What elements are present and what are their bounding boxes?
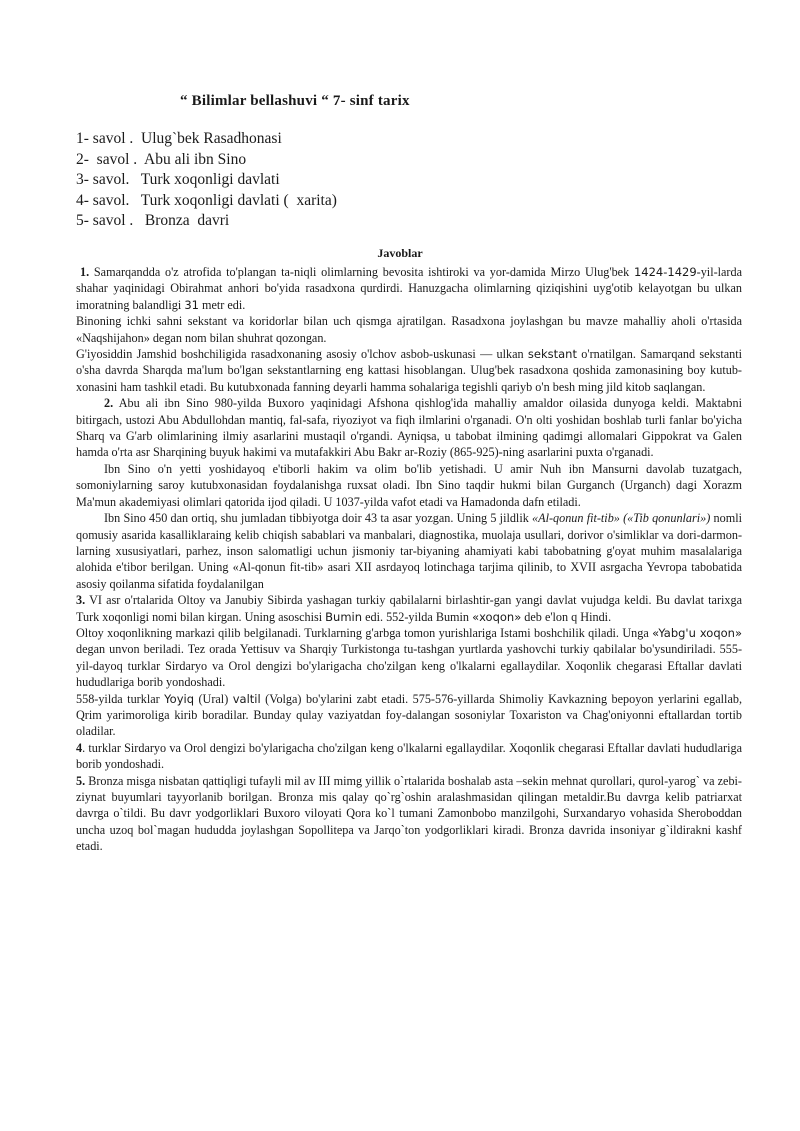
- answer-text: Abu ali ibn Sino 980-yilda Buxoro yaqinidagi Afshona qishlog'ida mahalliy amaldor oilasida dunyoga keldi. Maktabni bitirgach, ustozi Abu Abdullohdan mantiq, fal-safa, riyoziyot va fiqh ilmlarini o'rganadi. O'n olti yoshidan boshlab turli fanlar bo'yicha Sharq va G'arb olimlarining ilmiy asarlarini mustaqil o'rgandi. Ayniqsa, u tabobat ilmining qadimgi allomalari Gippokrat va Galen hamda o'rta asr Sharqining buyuk hakimi va mutafakkiri Abu Bakr ar-Roziy (865-925)-ning asarlarini puxta o'rganadi.: [76, 396, 742, 460]
- answer-text: edi. 552-yilda Bumin: [362, 609, 473, 624]
- answer-text: Samarqandda o'z atrofida to'plangan ta-niqli olimlarning bevosita ishtiroki va yor-damida Mirzo Ulug'bek: [89, 265, 634, 279]
- answer-2-paragraph-2: Ibn Sino o'n yetti yoshidayoq e'tiborli hakim va olim bo'lib yetishadi. U amir Nuh ibn Mansurni davolab tuzatgach, somoniylarning saroy kutubxonasidan foydalanishga ruxsat oladi. Ibn Sino taqdir hukmi bilan Gurganch (Urganch) dagi Xorazm Ma'mun akademiyasi olimlari qatorida ijod qiladi. U 1037-yilda vafot etadi va Hamadonda dafn etiladi.: [76, 461, 742, 509]
- book-title: «Al-qonun fit-tib» («Tib qonunlari»): [532, 511, 711, 526]
- answer-text: o'rnatilgan. Samarqand sekstanti o'sha davrda Sharqda ma'lum bo'lgan sekstantlarning eng kattasi hisoblangan. Ulug'bek rasadxona qoshida zamonasining boy kutub-xonasini ham tashkil etadi. Bu kutubxonada fanning deyarli hamma sohalariga tegishli qariyb o'n besh ming jild kitob saqlangan.: [76, 347, 742, 394]
- answer-number: 1.: [80, 265, 90, 279]
- answer-1-paragraph-1: [76, 264, 742, 313]
- answer-height: 31: [184, 297, 199, 312]
- answer-years: 1424-1429: [633, 265, 697, 279]
- answer-4-paragraph-1: [76, 740, 742, 773]
- answer-term: Yoyiq: [164, 691, 194, 706]
- answer-3-paragraph-3: [76, 691, 742, 740]
- answers-heading: Javoblar: [377, 246, 423, 260]
- answer-term: sekstant: [527, 347, 577, 362]
- answer-term: valtil: [232, 691, 261, 706]
- answer-term: Bumin: [325, 609, 363, 624]
- questions-list: [76, 129, 337, 232]
- answer-text: . turklar Sirdaryo va Orol dengizi bo'ylarigacha cho'zilgan keng o'lkalarni egallaydilar. Xoqonlik chegarasi Eftallar davlati hududlariga borib yondoshadi.: [76, 740, 742, 772]
- answer-2-paragraph-3: [76, 510, 742, 592]
- question-item: 4- savol. Turk xoqonligi davlati ( xarita): [76, 191, 337, 209]
- question-item: 3- savol. Turk xoqonligi davlati: [76, 171, 280, 188]
- answer-text: metr edi.: [198, 297, 246, 312]
- document-title: “ Bilimlar bellashuvi “ 7- sinf tarix: [180, 93, 410, 109]
- answer-term: «xoqon»: [472, 609, 522, 624]
- answer-text: VI asr o'rtalarida Oltoy va Janubiy Sibirda yashagan turkiy qabilalarni birlashtir-gan yangi davlat vujudga keldi. Bu davlat tarixga Turk xoqonligi nomi bilan kirgan. Uning asoschisi: [76, 593, 742, 624]
- answer-text: (Ural): [194, 691, 233, 706]
- answer-1-paragraph-3: [76, 346, 742, 395]
- answer-number: 5.: [76, 773, 86, 788]
- question-item: 1- savol . Ulug`bek Rasadhonasi: [76, 130, 282, 147]
- answer-3-paragraph-1: [76, 592, 742, 625]
- answer-term: «Yabg'u xoqon»: [652, 625, 742, 640]
- answer-5-paragraph-1: [76, 773, 742, 855]
- question-item: 2- savol . Abu ali ibn Sino: [76, 150, 247, 168]
- answer-1-paragraph-2: Binoning ichki sahni sekstant va koridorlar bilan uch qismga ajratilgan. Rasadxona joylashgan bu mavze mahalliy aholi o'rtasida «Naqshijahon» degan nom bilan shuhrat qozongan.: [76, 314, 742, 345]
- answer-text: 558-yilda turklar: [76, 691, 165, 706]
- answer-number: 4: [76, 740, 83, 755]
- question-item: 5- savol . Bronza davri: [76, 212, 230, 229]
- answer-number: 3.: [76, 593, 86, 608]
- answer-text: deb e'lon q Hindi.: [521, 609, 612, 624]
- answers-body: [76, 264, 742, 855]
- answer-3-paragraph-2: [76, 625, 742, 691]
- answer-text: -yil-larda shahar yaqinidagi Obirahmat anhori bo'yida rasadxona qurdirdi. Hanuzgacha olimlarning qiziqishini uyg'otib kelayotgan bu ulkan imoratning balandligi: [76, 265, 742, 312]
- answer-text: G'iyosiddin Jamshid boshchiligida rasadxonaning asosiy o'lchov asbob-uskunasi — ulkan: [76, 347, 528, 362]
- answer-text: degan unvon beriladi. Tez orada Yettisuv va Sharqiy Turkistonga tu-tashgan yurtlarda yashovchi turkiy qabilalar bo'ysundiriladi. 555-yil-dayoq turklar Sirdaryo va Orol dengizi bo'ylarigacha cho'zilgan keng o'lkalarni egallaydilar. Xoqonlik chegarasi Eftallar davlati hududlariga borib yondoshadi.: [76, 642, 742, 690]
- answer-text: Bronza misga nisbatan qattiqligi tufayli mil av III mimg yillik o`rtalarida boshalab asta –sekin mehnat qurollari, qurol-yarog` va zebi-ziynat buyumlari tayyorlanib borilgan. Bronza mis qalay qo`rg`oshin aralashmasidan qilingan metaldir.Bu davrga kelib patriarxat davrga o`tildi. Bu davr yodgorliklari Buxoro viloyati Qora ko`l tumani Zamonbobo manzilgohi, Surxandaryo vohasida Sheroboddan uncha uzoq bol`magan hududda joylashgan Sopollitepa va Jarqo`ton yodgorliklari kiradi. Bronza davrida insoniyar g`ildirakni kashf etadi.: [76, 773, 742, 854]
- answer-text: (Volga) bo'ylarini zabt etadi. 575-576-yillarda Shimoliy Kavkazning bepoyon yerlarini egallab, Qrim yarimoroliga kirib boradilar. Bunday qulay vaziyatdan foy-dalangan sosoniylar Toxariston va Chag'oniyonni eftallardan tortib oladilar.: [76, 691, 742, 739]
- answer-text: Ibn Sino 450 dan ortiq, shu jumladan tibbiyotga doir 43 ta asar yozgan. Uning 5 jildlik: [104, 511, 533, 526]
- answer-text: Oltoy xoqonlikning markazi qilib belgilanadi. Turklarning g'arbga tomon yurishlariga Istami boshchilik qiladi. Unga: [76, 625, 653, 640]
- answer-number: 2.: [104, 396, 114, 411]
- answer-text: nomli qomusiy asarida kasalliklaraing kelib chiqish sabablari va manbalari, diagnostika, muolaja usullari, dorivor o'simliklar va dori-darmon-larning xususiyatlari, parhez, inson salomatligi uchun jismoniy tar-biyaning ahamiyati kabi tabobatning g'oyat muhim masalalariga alohida e'tibor berilgan. Uning «Al-qonun fit-tib» asari XII asrdayoq lotinchaga tarjima qilinib, to XVII asrgacha Yevropa tabobatida asosiy qoilanma sifatida foydalanilgan: [76, 511, 742, 591]
- answer-2-paragraph-1: [76, 395, 742, 461]
